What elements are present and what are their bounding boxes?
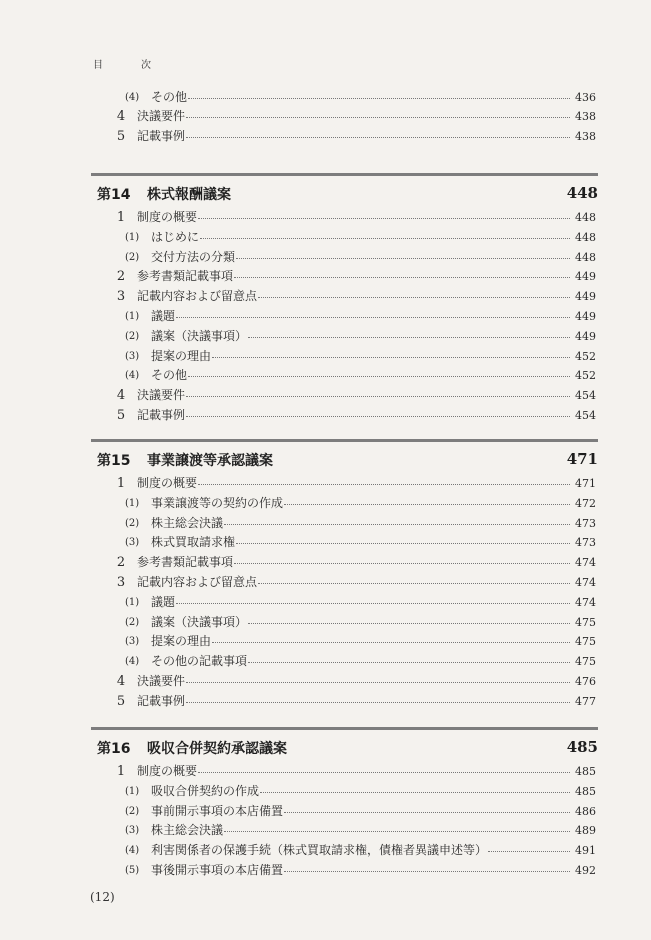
toc-entry-number: (5)	[125, 865, 140, 876]
toc-entry-title: 記載事例	[137, 129, 186, 143]
toc-entry-title: 株式買取請求権	[151, 535, 236, 550]
toc-entry-page: 449	[570, 308, 596, 325]
dot-leader	[248, 623, 580, 624]
toc-entry-page: 438	[570, 128, 596, 145]
dot-leader	[198, 218, 580, 219]
toc-entry-page: 491	[570, 842, 596, 859]
toc-entry[interactable]	[0, 673, 651, 690]
toc-entry-number: 1	[116, 764, 126, 779]
toc-entry-title: 記載事例	[137, 693, 186, 708]
toc-entry[interactable]	[0, 268, 651, 285]
toc-entry-page: 438	[570, 108, 596, 125]
dot-leader	[200, 238, 580, 239]
toc-entry[interactable]	[0, 387, 651, 404]
toc-entry-page: 474	[570, 574, 596, 591]
toc-entry-number: 5	[116, 693, 126, 709]
dot-leader	[284, 871, 580, 872]
toc-entry-number: (1)	[125, 596, 140, 608]
toc-entry[interactable]	[0, 534, 651, 551]
toc-entry[interactable]	[0, 407, 651, 424]
dot-leader	[284, 504, 580, 505]
toc-entry-number: (2)	[125, 330, 140, 342]
toc-entry-page: 475	[570, 633, 596, 650]
toc-entry-title: 提案の理由	[151, 634, 212, 649]
toc-entry-title: 事業譲渡等の契約の作成	[151, 495, 284, 510]
chapter-heading[interactable]	[91, 173, 598, 204]
toc-entry-number: (2)	[125, 805, 140, 817]
toc-entry-title: 吸収合併契約の作成	[151, 783, 260, 798]
toc-entry-number: (1)	[125, 785, 140, 797]
dot-leader	[176, 317, 580, 318]
toc-entry[interactable]	[0, 554, 651, 571]
toc-entry-number: (3)	[125, 537, 140, 549]
toc-entry-number: 4	[116, 674, 126, 689]
chapter-number: 第16	[97, 741, 131, 757]
toc-entry-number: 2	[116, 269, 126, 285]
chapter-heading[interactable]	[91, 439, 598, 470]
toc-entry[interactable]	[0, 108, 651, 125]
toc-entry-number: (4)	[125, 92, 140, 103]
dot-leader	[224, 831, 580, 832]
toc-entry-page: 448	[570, 229, 596, 246]
toc-entry-page: 452	[570, 367, 596, 384]
toc-entry-title: はじめに	[151, 229, 200, 244]
dot-leader	[248, 662, 580, 663]
toc-entry[interactable]	[0, 495, 651, 512]
toc-entry-title: 参考書類記載事項	[137, 555, 234, 570]
toc-entry-title: 決議要件	[137, 388, 186, 403]
toc-entry-page: 471	[570, 475, 596, 492]
toc-entry-number: 5	[116, 129, 126, 144]
dot-leader	[260, 792, 580, 793]
toc-entry-page: 449	[570, 328, 596, 345]
toc-entry-page: 486	[570, 803, 596, 820]
toc-entry-page: 454	[570, 387, 596, 404]
toc-entry-title: 議題	[151, 309, 176, 323]
dot-leader	[248, 337, 580, 338]
dot-leader	[186, 416, 580, 417]
toc-entry[interactable]	[0, 367, 651, 384]
toc-entry[interactable]	[0, 693, 651, 710]
toc-entry-number: (3)	[125, 825, 140, 837]
toc-entry-page: 436	[570, 89, 596, 106]
toc-entry-page: 475	[570, 614, 596, 631]
toc-entry[interactable]	[0, 633, 651, 650]
dot-leader	[186, 137, 580, 138]
toc-entry-title: その他の記載事項	[151, 654, 248, 669]
toc-entry-title: 議案（決議事項）	[151, 328, 248, 343]
toc-entry-number: (1)	[125, 311, 140, 322]
toc-entry-title: 事前開示事項の本店備置	[151, 803, 284, 818]
toc-entry[interactable]	[0, 515, 651, 532]
toc-entry-number: 3	[116, 575, 126, 590]
toc-entry-number: (4)	[125, 656, 140, 668]
dot-leader	[186, 682, 580, 683]
dot-leader	[258, 297, 580, 298]
toc-entry-title: 記載内容および留意点	[137, 575, 258, 589]
toc-entry[interactable]	[0, 614, 651, 631]
toc-entry[interactable]	[0, 308, 651, 325]
toc-entry[interactable]	[0, 803, 651, 820]
toc-entry-title: 株主総会決議	[151, 823, 224, 838]
dot-leader	[212, 357, 580, 358]
toc-entry-page: 485	[570, 763, 596, 780]
toc-entry-title: 交付方法の分類	[151, 249, 236, 264]
toc-entry-page: 475	[570, 653, 596, 670]
toc-entry-number: 1	[116, 476, 126, 491]
toc-entry-page: 473	[570, 534, 596, 551]
toc-entry[interactable]	[0, 209, 651, 226]
dot-leader	[186, 702, 580, 703]
toc-entry-number: 5	[116, 408, 126, 423]
toc-entry[interactable]	[0, 288, 651, 305]
toc-entry-title: その他	[151, 90, 188, 104]
toc-entry-number: 2	[116, 555, 126, 571]
toc-entry-title: その他	[151, 368, 188, 383]
toc-entry-title: 決議要件	[137, 109, 186, 123]
toc-entry[interactable]	[0, 594, 651, 611]
toc-entry-number: (3)	[125, 636, 140, 648]
toc-entry[interactable]	[0, 348, 651, 365]
dot-leader	[188, 376, 580, 377]
toc-entry[interactable]	[0, 763, 651, 780]
toc-entry[interactable]	[0, 862, 651, 879]
toc-entry-title: 記載事例	[137, 408, 186, 422]
toc-entry-page: 492	[570, 862, 596, 879]
toc-entry-page: 472	[570, 495, 596, 512]
chapter-page: 471	[566, 450, 598, 468]
running-head: 目 次	[93, 60, 165, 71]
dot-leader	[236, 543, 580, 544]
dot-leader	[198, 484, 580, 485]
toc-entry-page: 474	[570, 594, 596, 611]
chapter-title: 事業譲渡等承認議案	[147, 453, 273, 469]
toc-entry-title: 決議要件	[137, 674, 186, 688]
dot-leader	[198, 772, 580, 773]
dot-leader	[488, 851, 580, 852]
toc-entry-page: 448	[570, 209, 596, 226]
chapter-heading[interactable]	[91, 727, 598, 758]
toc-entry[interactable]	[0, 128, 651, 145]
chapter-number: 第15	[97, 453, 131, 469]
toc-entry-page: 448	[570, 249, 596, 266]
dot-leader	[186, 396, 580, 397]
dot-leader	[234, 563, 580, 564]
chapter-title: 株式報酬議案	[147, 187, 231, 203]
toc-entry-title: 議案（決議事項）	[151, 614, 248, 629]
toc-entry-title: 株主総会決議	[151, 515, 224, 530]
toc-entry-title: 議題	[151, 594, 176, 609]
dot-leader	[224, 524, 580, 525]
toc-entry-title: 事後開示事項の本店備置	[151, 863, 284, 877]
toc-entry[interactable]	[0, 328, 651, 345]
dot-leader	[284, 812, 580, 813]
toc-entry-page: 454	[570, 407, 596, 424]
toc-entry-number: (4)	[125, 370, 140, 382]
toc-entry[interactable]	[0, 475, 651, 492]
toc-entry[interactable]	[0, 822, 651, 839]
toc-entry-title: 制度の概要	[137, 210, 198, 224]
toc-entry-page: 476	[570, 673, 596, 690]
toc-entry-number: 4	[116, 388, 126, 404]
toc-entry-number: (1)	[125, 231, 140, 243]
folio: (12)	[90, 890, 115, 904]
toc-entry[interactable]	[0, 783, 651, 800]
toc-entry[interactable]	[0, 249, 651, 266]
toc-entry-page: 452	[570, 348, 596, 365]
chapter-page: 448	[566, 184, 598, 202]
toc-entry[interactable]	[0, 653, 651, 670]
chapter-page: 485	[566, 738, 598, 756]
dot-leader	[258, 583, 580, 584]
toc-entry-page: 485	[570, 783, 596, 800]
toc-entry-number: 3	[116, 289, 126, 305]
toc-entry-page: 489	[570, 822, 596, 839]
toc-entry[interactable]	[0, 574, 651, 591]
toc-entry-number: (2)	[125, 517, 140, 529]
toc-entry-number: (2)	[125, 251, 140, 263]
toc-entry-page: 474	[570, 554, 596, 571]
toc-entry-title: 制度の概要	[137, 764, 198, 778]
toc-entry[interactable]	[0, 89, 651, 106]
toc-entry-page: 449	[570, 268, 596, 285]
toc-entry-title: 提案の理由	[151, 348, 212, 363]
dot-leader	[234, 277, 580, 278]
toc-entry-number: (1)	[125, 497, 140, 509]
toc-entry-page: 449	[570, 288, 596, 305]
toc-entry-title: 記載内容および留意点	[137, 289, 258, 304]
dot-leader	[188, 98, 580, 99]
toc-entry-number: 1	[116, 210, 126, 225]
chapter-title: 吸収合併契約承認議案	[147, 741, 287, 757]
chapter-number: 第14	[97, 187, 131, 203]
toc-entry-number: (3)	[125, 350, 140, 362]
toc-entry-number: (2)	[125, 616, 140, 628]
toc-entry-page: 477	[570, 693, 596, 710]
toc-entry-page: 473	[570, 515, 596, 532]
dot-leader	[176, 603, 580, 604]
toc-entry-title: 制度の概要	[137, 476, 198, 490]
toc-entry[interactable]	[0, 842, 651, 859]
dot-leader	[186, 117, 580, 118]
toc-entry[interactable]	[0, 229, 651, 246]
dot-leader	[236, 258, 580, 259]
toc-entry-title: 参考書類記載事項	[137, 269, 234, 284]
dot-leader	[212, 642, 580, 643]
toc-entry-title: 利害関係者の保護手続（株式買取請求権，債権者異議申述等）	[151, 843, 488, 858]
toc-entry-number: (4)	[125, 845, 140, 857]
toc-entry-number: 4	[116, 109, 126, 124]
